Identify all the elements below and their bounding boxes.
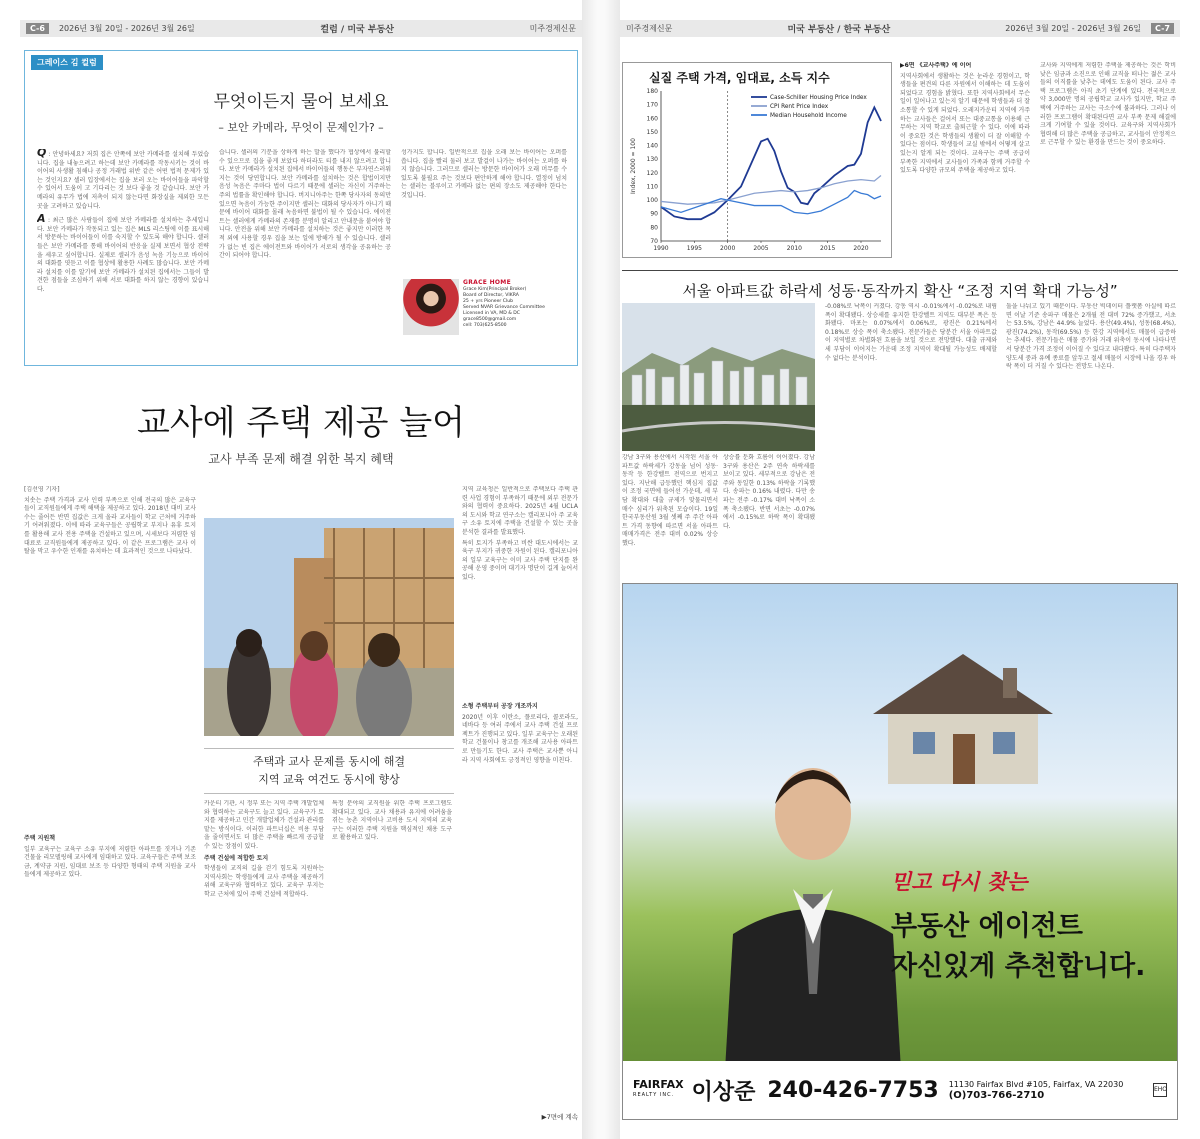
legend-entry: CPI Rent Price Index [770, 104, 829, 110]
agent-email: grace8500@gmail.com [463, 317, 517, 322]
seoul-col3: -0.08%로 낙폭이 커졌다. 강동 역시 -0.01%에서 -0.02%로 내림 폭이 확대됐다. 상승세를 유지한 한강벨트 지역도 대부분 폭은 둔화됐다. 마포는 0.07%에서 0.06%로, 광진은 0.21%에서 0.18%로 상승 폭이 축소됐다. 전문가들은 당분간 서울 아파트값이 지역별로 차별화된 흐름을 보일 것으로 전망했다. 대출 규제와 세 부담이 이어지는 가운데 조정 지역이 확대될 가능성도 배제할 수 없다는 분석이다. [825, 303, 997, 362]
y-tick-label: 80 [650, 224, 658, 232]
legend-entry: Median Household Income [770, 113, 847, 119]
pullquote-line2: 지역 교육 여건도 동시에 향상 [258, 773, 400, 786]
left-page [20, 20, 582, 1132]
x-tick-label: 2005 [753, 245, 769, 252]
paper-name: 미주경제신문 [626, 24, 673, 33]
page-gutter [582, 0, 620, 1139]
q-marker: Q [37, 149, 47, 159]
y-tick-label: 110 [646, 183, 658, 191]
section-label: 미국 부동산 / 한국 부동산 [787, 25, 891, 35]
y-tick-label: 160 [646, 115, 658, 123]
y-tick-label: 170 [646, 101, 658, 109]
article-col3b [332, 800, 452, 1128]
seoul-col4: 둘을 나눠고 있기 때문이다. 부동산 빅데이터 플랫폼 아실에 따르면 이날 기준 송파구 매물은 2개월 전 대비 72% 증가했고, 서초는 53.5%, 강남은 44.9% 늘었다. 용산(49.4%), 성동(68.4%), 광진(74.2%), 동작(69.5%) 등 한강 지역에서도 매물이 급증하는 추세다. 전문가들은 매물 증가와 거래 위축이 동시에 나타나면서 당분간 가격 조정이 이어질 수 있다고 내다봤다. 특히 다주택자 양도세 중과 유예 종료를 앞두고 절세 매물이 시장에 나올 경우 하락 폭이 더 커질 수 있다는 전망도 나온다. [1006, 303, 1176, 371]
x-tick-label: 2015 [820, 245, 836, 252]
paper-name: 미주경제신문 [529, 24, 576, 33]
date-range: 2026년 3월 20일 - 2026년 3월 26일 [1005, 24, 1142, 33]
right-page [620, 20, 1180, 1132]
ad-tagline: 믿고 다시 찾는 [891, 870, 1028, 894]
lead-suitable-land: 주택 건설에 적합한 토지 [204, 854, 269, 862]
column-title: 무엇이든지 물어 보세요 [213, 92, 389, 112]
y-tick-label: 130 [646, 156, 658, 164]
article-subhead: 교사 부족 문제 해결 위한 복지 혜택 [208, 452, 394, 466]
column-text-right: 성가지도 합니다. 일반적으로 집을 오래 보는 바이어는 오퍼를 씁니다. 집을 빨리 둘러 보고 발걸이 나가는 바이어는 오퍼를 하지 않습니다. 그러므로 셀러는 방문한 바이어가 오래 머무를 수 있도록 불필요 주는 것보다 편안하게 해야 합니다. 열정이 넘치는 셀러는 블루이고 카메라 없는 편의 장소도 제공해야 한다는 것입니다. [401, 149, 567, 199]
y-tick-label: 180 [646, 88, 658, 95]
realtor-advertisement[interactable] [622, 583, 1178, 1120]
date-range: 2026년 3월 20일 - 2026년 3월 26일 [58, 24, 195, 33]
y-tick-label: 120 [646, 169, 658, 177]
agent-name: 이상준 [691, 1079, 756, 1105]
article-col1 [24, 486, 196, 832]
article-col4-text: 특히 토지가 부족하고 비싼 대도시에서는 교육구 부지가 귀중한 자원이 된다. 캘리포니아의 일부 교육구는 이미 교사 주택 단지를 완공해 운영 중이며 대기자 명단이 길게 늘어서 있다. [462, 539, 578, 581]
ad-headline-1: 부동산 에이전트 [891, 911, 1083, 942]
right-running-header [620, 20, 1180, 37]
brand-name: FAIRFAX [633, 1078, 684, 1091]
grace-home-logo: GRACE HOME [463, 279, 511, 286]
agent-line5: Licensed in VA, MD & DC [463, 311, 521, 316]
agent-phone[interactable]: 240-426-7753 [767, 1077, 939, 1103]
x-tick-label: 1995 [686, 245, 702, 252]
column-question-answer: Q : 안녕하세요? 저희 집은 안쪽에 보안 카메라를 설치해 두었습니다. 집을 내놓으려고 하는데 보안 카메라를 작동시키는 것이 바이어의 사생활 침해나 공정 거래법 위반 같은 어떤 법적 문제가 있는 것인지요? 셀러 입장에서는 집을 보러 오는 바이어들을 파악할 수 있어서 도움이 고 기다리는 것 보다 좋을 것 같습니다. 보안 카메라의 유무가 법에 저촉이 되지 않는다면 화장실을 제외한 모든 곳을 고려하고 있습니다. A : 최근 많은 사람들이 집에 보안 카메라를 설치하는 추세입니다. 보안 카메라가 작동되고 있는 집은 MLS 리스팅에 이를 표시해서 방문하는 바이어들이 이를 숙지할 수 있도록 해야 합니다. 셀러들은 보안 카메라를 통해 바이어의 반응을 실제 보면서 협상 전략을 세우고 싶어합니다. 실제로 셀러가 음성 녹음 기능으로 바이어의 대화를 엿듣고 이를 협상에 활용한 사례도 많습니다. 보안 카메라 설치를 이를 알기에 보안 카메라가 설치된 집에서는 그들이 발견한 점들을 조심하기 위해 서로 대화를 하지 않는 경향이 있습니다. [37, 149, 209, 361]
office-address [949, 1079, 1124, 1101]
agent-line4: Served NVAR Grievance Committee [463, 305, 545, 310]
page-number: C-6 [26, 23, 49, 34]
article-col2 [204, 800, 324, 1128]
fairfax-realty-logo [633, 1079, 684, 1101]
continued-article [900, 62, 1030, 262]
seoul-col1: 강남 3구와 용산에서 시작된 서울 아파트값 하락세가 강동을 넘어 성동·동작 등 한강벨트 전역으로 번지고 있다. 지난해 급등했던 핵심지 집값이 조정 국면에 들어선 가운데, 세 부담 확대와 대출 규제가 맞물리면서 매수 심리가 위축된 모습이다. 19일 한국부동산원 3월 셋째 주 주간 아파트 가격 동향에 따르면 서울 아파트 매매가격은 전주 대비 0.02% 상승했다. [622, 454, 718, 547]
ad-headline-2: 자신있게 추천합니다. [891, 951, 1146, 982]
article-headline: 교사에 주택 제공 늘어 [136, 403, 466, 443]
y-tick-label: 90 [650, 210, 658, 218]
column-tag: 그레이스 김 컬럼 [31, 55, 103, 70]
agent-info [463, 287, 545, 329]
answer-text: 최근 많은 사람들이 집에 보안 카메라를 설치하는 추세입니다. 보안 카메라가 작동되고 있는 집은 MLS 리스팅에 이를 표시해서 방문하는 바이어들이 이를 숙지할 수 있도록 해야 합니다. 셀러들은 보안 카메라를 통해 바이어의 반응을 실제 보면서 협상 전략을 세우고 싶어합니다. 실제로 셀러가 음성 녹음 기능으로 바이어의 대화를 엿듣고 이를 협상에 활용한 사례도 많습니다. 보안 카메라 설치를 이를 알기에 보안 카메라가 설치된 집에서는 그들이 발견한 점들을 조심하기 위해 서로 대화를 하지 않는 경향이 있습니다. [37, 217, 209, 293]
series-line [661, 107, 881, 219]
article-col3 [462, 486, 578, 696]
equal-housing-icon: EHO [1153, 1083, 1167, 1097]
pullquote-line1: 주택과 교사 문제를 동시에 해결 [252, 755, 406, 768]
continued-note: ▶7면에 계속 [541, 1113, 578, 1121]
seoul-headline: 서울 아파트값 하락세 성동·동작까지 확산 “조정 지역 확대 가능성” [682, 282, 1118, 300]
continued-from: ▶6면 《교사주택》에 이어 [900, 62, 972, 69]
address-line: 11130 Fairfax Blvd #105, Fairfax, VA 22030 [948, 1080, 1124, 1089]
agent-name: Grace Kim(Principal Broker) [463, 287, 527, 292]
agent-line2: Board of Director, VIKRA [463, 293, 519, 298]
seoul-city-photo [622, 303, 815, 451]
article-col4 [462, 700, 578, 1110]
article-col1b [24, 832, 196, 1128]
article-col3-text: 지역 교육청은 일반적으로 주택보다 주택 관련 사업 경험이 부족하기 때문에 외부 전문가와의 협력이 중요하다. 2025년 4월 UCLA의 도시와 학교 연구소는 캘리포니아 주 교육구 소유 토지에 주택을 건설할 수 있는 곳을 분석한 결과를 발표했다. [462, 486, 578, 536]
agent-line3: 25 + yrs Pioneer Club [463, 299, 514, 304]
x-tick-label: 2020 [853, 245, 869, 252]
photo-pullquote [204, 748, 454, 794]
legend-entry: Case-Schiller Housing Price Index [770, 95, 867, 101]
x-tick-label: 2000 [720, 245, 736, 252]
lead-small-housing: 소형 주택부터 공장 개조까지 [462, 703, 538, 710]
column-text-middle: 습니다. 셀러의 기분을 상하게 하는 말을 했다가 협상에서 불리할 수 있으므로 집을 좋게 보았다 하더라도 티를 내지 않으려고 합니다. 보안 카메라가 설치된 집에서 바이어들의 행동은 부자연스러워지는 것이 당연합니다. 보안 카메라를 설치하는 것은 합법이지만 음성 녹음은 주마다 법이 다르기 때문에 셀러는 자신이 거주하는 주의 법률을 확인해야 합니다. 버지니아주는 한쪽 당사자의 동의만 있으면 녹음이 가능한 주이지만 셀러는 대화의 당사자가 아니기 때문에 바이어 대화를 몰래 녹음하면 불법이 될 수 있습니다. 에이전트는 셀러에게 카메라의 존재를 분명히 알리고 안내문을 붙여야 합니다. 안전을 위해 보안 카메라를 설치하는 것은 좋지만 이러한 목적 외에 사용할 경우 집을 보는 일에 방해가 될 수 있습니다. 셀러가 없는 빈 집은 에이전트와 바이어가 서로의 생각을 공유하는 공간이 되어야 합니다. [219, 149, 391, 260]
office-phone[interactable]: (O)703-766-2710 [948, 1090, 1045, 1101]
series-line [661, 176, 881, 205]
agent-card [403, 279, 553, 335]
ad-contact-bar [623, 1061, 1177, 1119]
y-tick-label: 150 [646, 128, 658, 136]
chart-title: 실질 주택 가격, 임대료, 소득 지수 [649, 71, 830, 85]
teacher-housing-photo [204, 518, 454, 736]
a-marker: A [37, 212, 46, 226]
x-tick-label: 1990 [653, 245, 669, 252]
article-col2-text2: 학생들이 교직의 길을 걷기 힘도록 지원하는 지역사회는 학생들에게 교사 주택을 제공하기 위해 교육구와 협력하고 있다. 교육구 부지는 학교 근처에 있어 주택 건설에 적합하다. [204, 865, 324, 898]
lead-housing-support: 주택 지원책 [24, 835, 56, 842]
advice-column-box [24, 50, 578, 366]
y-axis-label: Index, 2000 = 100 [630, 138, 637, 194]
housing-index-chart [622, 62, 892, 258]
brand-sub: REALTY INC. [633, 1092, 675, 1098]
article-col2-text: 카운티 기관, 시 정부 또는 지역 주택 개발업체와 협력하는 교육구도 늘고 있다. 교육구가 토지를 제공하고 민간 개발업체가 건설과 관리를 맡는 방식이다. 이러한 파트너십은 비용 부담을 줄이면서도 더 많은 주택을 빠르게 공급할 수 있는 장점이 있다. [204, 800, 324, 850]
section-divider [622, 270, 1178, 271]
question-text: 안녕하세요? 저희 집은 안쪽에 보안 카메라를 설치해 두었습니다. 집을 내놓으려고 하는데 보안 카메라를 작동시키는 것이 바이어의 사생활 침해나 공정 거래법 위반 같은 어떤 법적 문제가 있는 것인지요? 셀러 입장에서는 집을 보러 오는 바이어들을 파악할 수 있어서 도움이 고 기다리는 것 보다 좋을 것 같습니다. 보안 카메라의 유무가 법에 저촉이 되지 않는다면 화장실을 제외한 모든 곳을 고려하고 있습니다. [37, 151, 209, 210]
page-number: C-7 [1151, 23, 1174, 34]
article-col1-text: 치솟는 주택 가격과 교사 인력 부족으로 인해 전국의 많은 교육구들이 교직원들에게 주택 해택을 제공하고 있다. 2018년 대비 교사 수는 줄어든 반면 집값은 크게 올라 교사들이 학교 근처에 거주하기 어려워졌다. 이에 따라 교육구들은 공립학교 부지나 유휴 토지를 활용해 교사 전용 주택을 건설하고 있으며, 시세보다 저렴한 임대료로 교직원들에게 제공하고 있다. 이 같은 프로그램은 교사 이탈을 막고 우수한 인재를 유치하는 데 효과적인 것으로 나타났다. [24, 496, 196, 556]
x-tick-label: 2010 [786, 245, 802, 252]
series-line [661, 191, 881, 214]
y-tick-label: 140 [646, 142, 658, 150]
y-tick-label: 100 [646, 197, 658, 205]
article-col4-text2: 2020년 이후 이란소, 플로리다, 콜로라도, 네바다 등 여러 주에서 교사 주택 건설 프로젝트가 진행되고 있다. 일부 교육구는 오래된 학교 건물이나 창고를 개조해 교사용 아파트로 만들기도 한다. 교사 주택은 교사뿐 아니라 지역 사회에도 긍정적인 영향을 미친다. [462, 713, 578, 764]
left-running-header [20, 20, 582, 37]
section-label: 컬럼 / 미국 부동산 [320, 25, 394, 35]
y-tick-label: 70 [650, 238, 658, 245]
agent-portrait [713, 744, 913, 1104]
article-col1-text2: 일부 교육구는 교육구 소유 부지에 저렴한 아파트를 짓거나 기존 건물을 리모델링해 교사에게 임대하고 있다. 교육구들은 주택 보조금, 계약금 지원, 임대료 보조 등 다양한 형태의 주택 지원을 교사들에게 제공하고 있다. [24, 845, 196, 879]
continued-article-2: 교사와 지역에게 저렴한 주택을 제공하는 것은 학비 낮은 임금과 소진으로 인해 교직을 떠나는 젊은 교사들의 이직률을 낮추는 데에도 도움이 된다. 교사 주택 프로그램은 아직 초기 단계에 있다. 전국적으로 약 3,000만 명의 공립학교 교사가 있지만, 학교 주택에 거주하는 교사는 극소수에 불과하다. 그러나 이러한 프로그램이 확대된다면 교사 부족 문제 해결에 크게 기여할 수 있을 것이다. 교육구와 지역사회가 협력해 더 많은 주택을 공급하고, 교사들이 안정적으로 근무할 수 있는 환경을 만드는 것이 중요하다. [1040, 62, 1176, 147]
continued-text: 지역사회에서 생활하는 것은 눈라운 경험이고, 학생들을 편견의 다른 자원에서 이해하는 데 도움이 되었다고 경험을 밝혔다. 또한 지역사회에서 무슨 일이 일어나고 있는지 알기 때문에 학생들과 더 잘 소통할 수 있게 되었다. 오레지카운티 지역에 거주하는 교사들은 걸어서 또는 대중교통을 이용해 근무하는 지역 학교로 출퇴근할 수 있다. 이에 따라 이 중요한 것은 학생들의 생활이 더 잘 이해할 수 있다는 점이다. 학생들이 교실 밖에서 어떻게 살고 있는지 알게 되는 것이다. 교육구는 주택 공급이 부족한 지역에서 교사들이 가족과 함께 거주할 수 있도록 다양한 규모의 주택을 제공하고 있다. [900, 72, 1030, 175]
article-col3-text2: 특정 분야의 교직원을 위한 주택 프로그램도 확대되고 있다. 교사 채용과 유지에 어려움을 겪는 농촌 지역이나 고비용 도시 지역의 교육구는 이러한 주택 지원을 핵심적인 채용 도구로 활용하고 있다. [332, 800, 452, 842]
agent-photo [403, 279, 459, 335]
chart-plot [623, 63, 891, 257]
column-subtitle: – 보안 카메라, 무엇이 문제인가? – [218, 121, 384, 134]
byline: [김선영 기자] [24, 486, 60, 493]
seoul-col2: 상승률 둔화 흐름이 이어졌다. 강남 3구와 용산은 2주 연속 하락세를 보이고 있다. 세부적으로 강남은 전주와 동일한 0.13% 하락을 기록했다. 송파는 0.16% 내렸다. 다만 송파는 전주 -0.17% 대비 낙폭이 소폭 축소됐다. 반면 서초는 -0.07%에서 -0.15%로 하락 폭이 확대됐다. [723, 454, 815, 530]
agent-phone: cell: 703)625-8500 [463, 323, 507, 328]
